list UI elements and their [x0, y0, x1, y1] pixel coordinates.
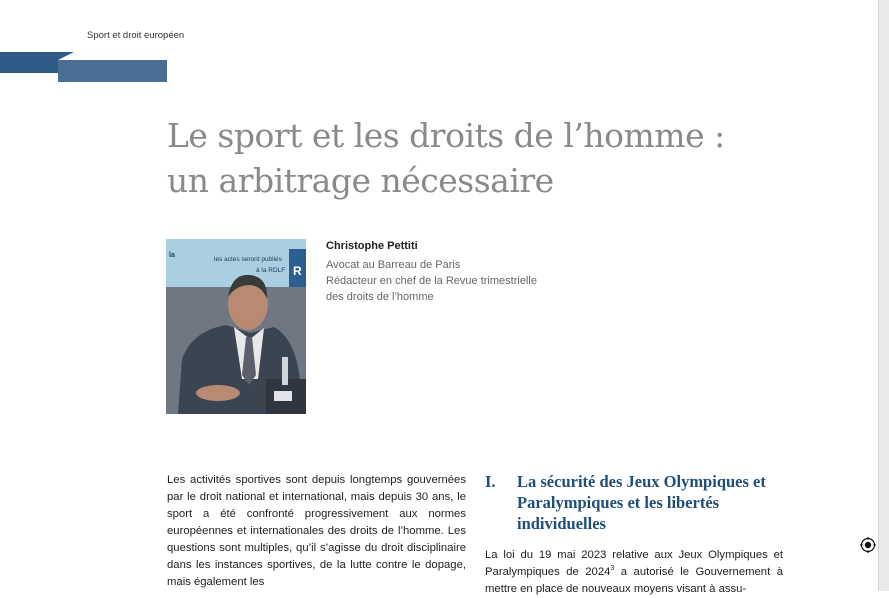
author-photo: [166, 239, 306, 414]
author-role-1: Avocat au Barreau de Paris: [326, 259, 461, 271]
header-band-light: [58, 60, 167, 82]
header-band-notch: [58, 52, 74, 60]
author-role-2-line-1: Rédacteur en chef de la Revue trimestrielle: [326, 275, 537, 287]
article-title-line-1: Le sport et les droits de l’homme :: [167, 116, 725, 155]
crosshair-target-icon[interactable]: [860, 537, 876, 553]
author-block: [326, 238, 586, 305]
body-right-text-1: La loi du 19 mai 2023 relative aux Jeux Olympiques et Paralympiques de 2024: [485, 549, 783, 578]
photo-corner-letter: la: [169, 252, 175, 259]
running-head: Sport et droit européen: [87, 30, 185, 41]
photo-banner-letter: R: [293, 264, 302, 278]
author-role-2-line-2: des droits de l’homme: [326, 291, 434, 303]
photo-banner-line-2: à la RDLF: [256, 267, 286, 274]
section-heading: [485, 471, 785, 534]
article-title-line-2: un arbitrage nécessaire: [167, 161, 554, 200]
footnote-reference[interactable]: 3: [610, 565, 615, 573]
body-right-text-2: a autorisé le Gouvernement à mettre en place de nouveaux moyens visant à assu-: [485, 566, 783, 595]
author-name: Christophe Pettiti: [326, 240, 418, 252]
vertical-scrollbar[interactable]: [878, 0, 889, 591]
body-text-left: Les activités sportives sont depuis longtemps gouvernées par le droit national et international, mais depuis 30 ans, le sport a été confronté progressivement aux normes européennes et internationales des droits de l’homme. Les questions sont multiples, qu’il s’agisse du droit disciplinaire dans les instances sportives, de la lutte contre le dopage, mais également les: [167, 474, 466, 588]
section-title: La sécurité des Jeux Olympiques et Paralympiques et les libertés individuelles: [517, 472, 766, 533]
section-number: I.: [485, 472, 496, 491]
author-photo-illustration: [166, 239, 306, 414]
body-text-right: [485, 547, 783, 598]
article-title: [167, 113, 807, 203]
photo-banner-line-1: les actes seront publiés: [214, 256, 282, 263]
